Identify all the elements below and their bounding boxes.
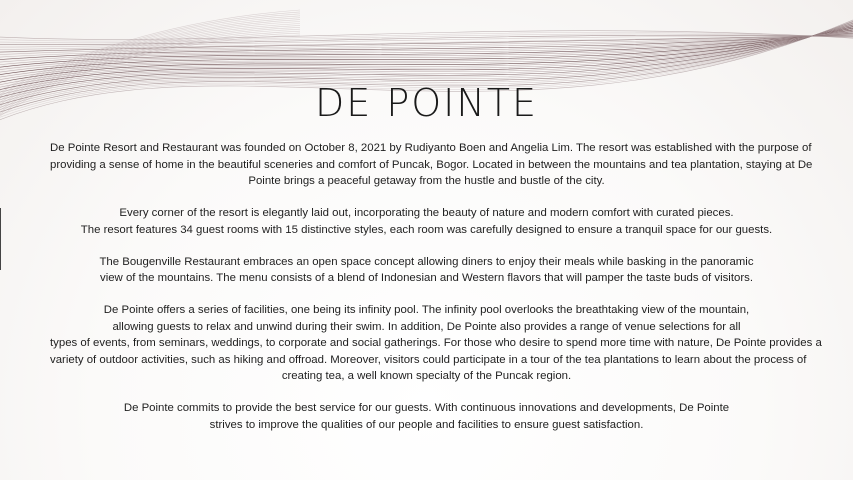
text-line: Pointe brings a peaceful getaway from the hustle and bustle of the city. <box>248 175 605 187</box>
left-edge-divider <box>0 208 1 270</box>
text-line: The resort features 34 guest rooms with 15 distinctive styles, each room was carefully designed to ensure a tranquil space for our guests. <box>80 223 773 236</box>
page-title: DE POINTE <box>314 81 539 125</box>
text-line: creating tea, a well known specialty of the Puncak region. <box>281 370 572 382</box>
paragraph-facilities <box>50 302 822 385</box>
body-text <box>50 140 822 449</box>
text-line: Every corner of the resort is elegantly laid out, incorporating the beauty of nature and modern comfort with curated pieces. <box>119 207 734 219</box>
text-line: types of events, from seminars, weddings, to corporate and social gatherings. For those who desire to spend more time with nature, De Pointe provides a <box>50 337 822 349</box>
text-line: variety of outdoor activities, such as hiking and offroad. Moreover, visitors could participate in a tour of the tea plantations to learn about the process of <box>50 353 807 366</box>
text-line: allowing guests to relax and unwind during their swim. In addition, De Pointe also provides a range of venue selections for all <box>112 320 741 333</box>
paragraph-history <box>50 140 813 190</box>
text-line: view of the mountains. The menu consists of a blend of Indonesian and Western flavors that will pamper the taste buds of visitors. <box>100 272 753 284</box>
text-line: strives to improve the qualities of our people and facilities to ensure guest satisfaction. <box>209 418 644 431</box>
paragraph-restaurant <box>50 254 803 287</box>
text-line: De Pointe commits to provide the best service for our guests. With continuous innovations and developments, De Pointe <box>123 402 730 414</box>
paragraph-rooms <box>50 205 803 238</box>
text-line: De Pointe offers a series of facilities, one being its infinity pool. The infinity pool overlooks the breathtaking view of the mountain, <box>103 304 750 316</box>
text-line: providing a sense of home in the beautiful sceneries and comfort of Puncak, Bogor. Located in between the mountains and tea plantation, staying at De <box>50 158 813 171</box>
paragraph-commitment <box>50 400 803 433</box>
text-line: De Pointe Resort and Restaurant was founded on October 8, 2021 by Rudiyanto Boen and Angelia Lim. The resort was established with the purpose of <box>50 142 812 154</box>
text-line: The Bougenville Restaurant embraces an open space concept allowing diners to enjoy their meals while basking in the panoramic <box>99 255 754 268</box>
